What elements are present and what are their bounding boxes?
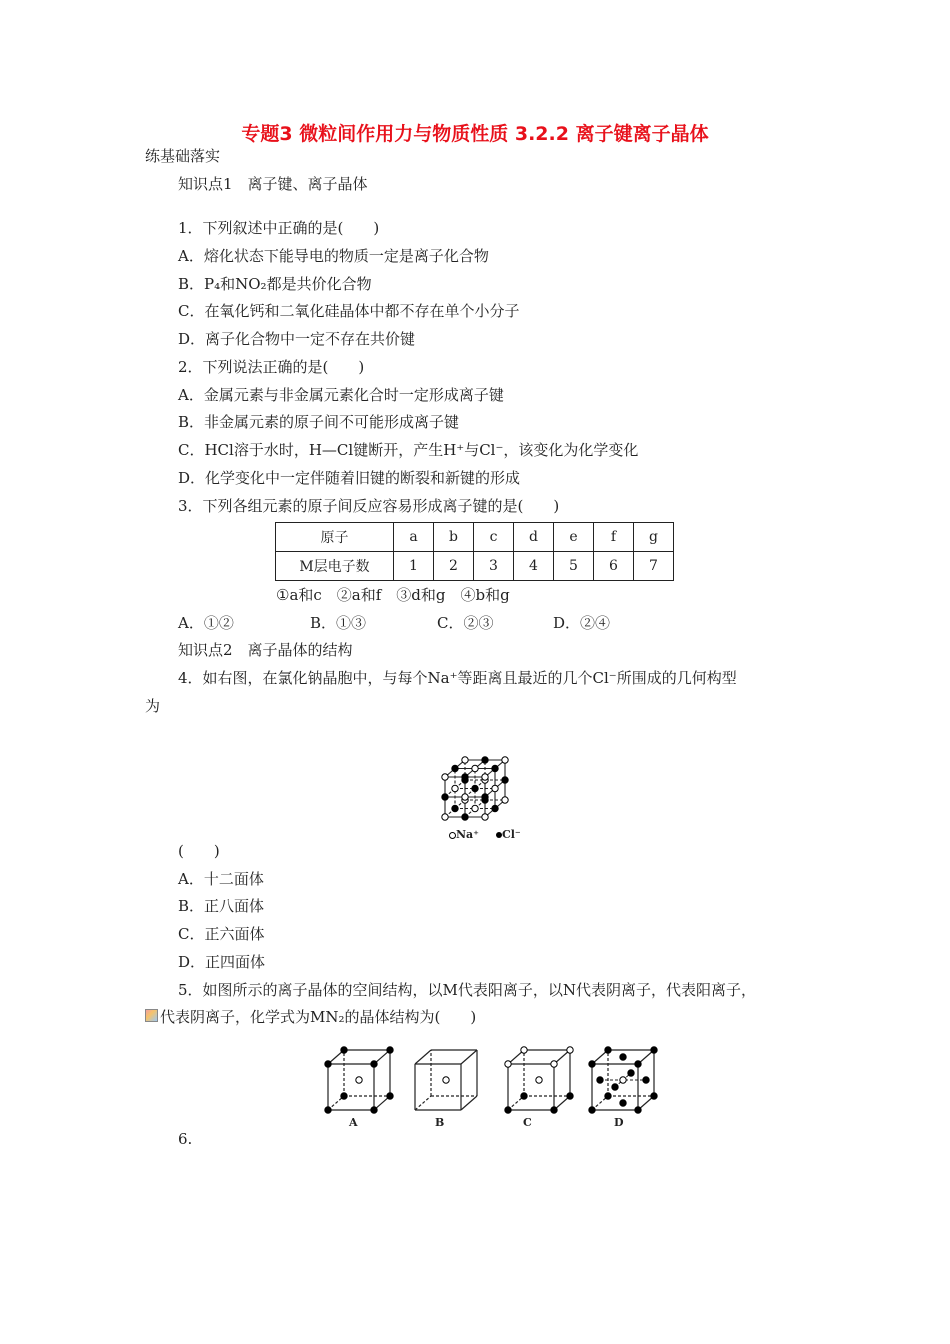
figure-label-b: B bbox=[435, 1116, 445, 1129]
cation-dot bbox=[505, 1061, 511, 1067]
na-ion bbox=[472, 765, 478, 771]
cl-ion bbox=[482, 794, 488, 800]
open-circle-icon bbox=[449, 832, 456, 839]
anion-dot bbox=[325, 1061, 331, 1067]
anion-dot bbox=[605, 1047, 611, 1053]
na-ion bbox=[492, 785, 498, 791]
q1-stem: 1．下列叙述中正确的是( ) bbox=[178, 219, 380, 237]
q1-option-c: C．在氧化钙和二氧化硅晶体中都不存在单个小分子 bbox=[178, 302, 520, 320]
cell-figure-b bbox=[411, 1038, 481, 1118]
q4-answer-blank: ( ) bbox=[178, 842, 220, 860]
q1-option-b: B．P₄和NO₂都是共价化合物 bbox=[178, 275, 372, 293]
cl-ion bbox=[452, 805, 458, 811]
table-cell: a bbox=[394, 523, 434, 552]
na-ion bbox=[472, 805, 478, 811]
table-cell: 2 bbox=[434, 552, 474, 581]
anion-dot bbox=[589, 1107, 595, 1113]
na-ion bbox=[482, 774, 488, 780]
cell-edge bbox=[461, 1096, 477, 1110]
cell-edge bbox=[461, 1050, 477, 1064]
q5-stem-line1: 5．如图所示的离子晶体的空间结构，以M代表阳离子，以N代表阴离子，代表阳离子， bbox=[178, 981, 757, 999]
cation-dot bbox=[551, 1061, 557, 1067]
anion-dot bbox=[325, 1107, 331, 1113]
na-ion bbox=[462, 757, 468, 763]
cation-dot bbox=[567, 1047, 573, 1053]
anion-dot bbox=[628, 1070, 634, 1076]
q3-choice-a: A．①② bbox=[178, 614, 234, 632]
cl-ion bbox=[442, 794, 448, 800]
anion-dot bbox=[651, 1047, 657, 1053]
table-cell: 原子 bbox=[276, 523, 394, 552]
anion-dot bbox=[387, 1093, 393, 1099]
cl-ion bbox=[492, 765, 498, 771]
anion-dot bbox=[551, 1107, 557, 1113]
table-cell: e bbox=[554, 523, 594, 552]
knowledge-point-1: 知识点1 离子键、离子晶体 bbox=[178, 175, 368, 193]
na-ion bbox=[462, 794, 468, 800]
anion-dot bbox=[651, 1093, 657, 1099]
table-cell: b bbox=[434, 523, 474, 552]
table-cell: 3 bbox=[474, 552, 514, 581]
q3-stem: 3．下列各组元素的原子间反应容易形成离子键的是( ) bbox=[178, 497, 560, 515]
table-cell: d bbox=[514, 523, 554, 552]
cation-dot bbox=[356, 1077, 362, 1083]
table-cell: 4 bbox=[514, 552, 554, 581]
q1-option-d: D．离子化合物中一定不存在共价键 bbox=[178, 330, 416, 348]
q4-stem-line2: 为 bbox=[145, 697, 161, 715]
q4-option-b: B．正八面体 bbox=[178, 897, 265, 915]
table-cell: 5 bbox=[554, 552, 594, 581]
anion-dot bbox=[371, 1061, 377, 1067]
q2-option-a: A．金属元素与非金属元素化合时一定形成离子键 bbox=[178, 386, 504, 404]
anion-dot bbox=[341, 1047, 347, 1053]
anion-dot bbox=[597, 1077, 603, 1083]
legend-cl: Cl⁻ bbox=[496, 828, 521, 841]
na-ion bbox=[502, 757, 508, 763]
anion-dot bbox=[620, 1100, 626, 1106]
cation-dot bbox=[443, 1077, 449, 1083]
anion-dot bbox=[643, 1077, 649, 1083]
q1-option-a: A．熔化状态下能导电的物质一定是离子化合物 bbox=[178, 247, 489, 265]
cl-ion bbox=[462, 814, 468, 820]
cell-edge bbox=[415, 1096, 431, 1110]
anion-dot bbox=[505, 1107, 511, 1113]
q4-stem-line1: 4．如右图，在氯化钠晶胞中，与每个Na⁺等距离且最近的几个Cl⁻所围成的几何构型 bbox=[178, 669, 737, 687]
cation-dot bbox=[521, 1047, 527, 1053]
na-ion bbox=[452, 785, 458, 791]
anion-dot bbox=[387, 1047, 393, 1053]
anion-dot bbox=[635, 1107, 641, 1113]
q2-option-c: C．HCl溶于水时，H—Cl键断开，产生H⁺与Cl⁻，该变化为化学变化 bbox=[178, 441, 639, 459]
anion-dot bbox=[620, 1054, 626, 1060]
cation-dot bbox=[536, 1077, 542, 1083]
anion-dot bbox=[371, 1107, 377, 1113]
table-cell: M层电子数 bbox=[276, 552, 394, 581]
cell-figure-d bbox=[588, 1038, 658, 1118]
q4-option-a: A．十二面体 bbox=[178, 870, 264, 888]
table-cell: c bbox=[474, 523, 514, 552]
table-row bbox=[276, 552, 674, 581]
table-row bbox=[276, 523, 674, 552]
cell-figure-c bbox=[504, 1038, 574, 1118]
anion-dot bbox=[612, 1084, 618, 1090]
table-cell: f bbox=[594, 523, 634, 552]
figure-label-c: C bbox=[523, 1116, 532, 1129]
q3-choice-b: B．①③ bbox=[310, 614, 367, 632]
cl-ion bbox=[502, 777, 508, 783]
q3-choice-d: D．②④ bbox=[553, 614, 611, 632]
anion-dot bbox=[341, 1093, 347, 1099]
figure-label-d: D bbox=[614, 1116, 624, 1129]
q3-pairs: ①a和c ②a和f ③d和g ④b和g bbox=[276, 586, 510, 604]
table-cell: 6 bbox=[594, 552, 634, 581]
na-ion bbox=[502, 797, 508, 803]
anion-dot bbox=[567, 1093, 573, 1099]
na-ion bbox=[482, 814, 488, 820]
na-ion bbox=[442, 814, 448, 820]
q2-option-d: D．化学变化中一定伴随着旧键的断裂和新键的形成 bbox=[178, 469, 521, 487]
table-cell: 1 bbox=[394, 552, 434, 581]
broken-image-icon bbox=[145, 1009, 158, 1022]
anion-dot bbox=[521, 1093, 527, 1099]
cell-edge bbox=[415, 1050, 431, 1064]
q2-stem: 2．下列说法正确的是( ) bbox=[178, 358, 365, 376]
q4-option-d: D．正四面体 bbox=[178, 953, 266, 971]
na-ion bbox=[442, 774, 448, 780]
q5-stem-line2: 代表阴离子，化学式为MN₂的晶体结构为( ) bbox=[160, 1008, 477, 1026]
cl-ion bbox=[482, 757, 488, 763]
cell-figure-a bbox=[324, 1038, 394, 1118]
figure-label-a: A bbox=[349, 1116, 358, 1129]
electron-table bbox=[275, 522, 674, 581]
cl-ion bbox=[472, 785, 478, 791]
anion-dot bbox=[589, 1061, 595, 1067]
legend-na: Na⁺ bbox=[449, 828, 479, 841]
cation-dot bbox=[620, 1077, 626, 1083]
page-title: 专题3 微粒间作用力与物质性质 3.2.2 离子键离子晶体 bbox=[241, 123, 709, 145]
q6-number: 6. bbox=[178, 1130, 193, 1148]
section-heading: 练基础落实 bbox=[145, 147, 221, 165]
table-cell: g bbox=[634, 523, 674, 552]
q2-option-b: B．非金属元素的原子间不可能形成离子键 bbox=[178, 413, 460, 431]
cl-ion bbox=[452, 765, 458, 771]
q4-option-c: C．正六面体 bbox=[178, 925, 265, 943]
q3-choice-c: C．②③ bbox=[437, 614, 494, 632]
anion-dot bbox=[605, 1093, 611, 1099]
table-cell: 7 bbox=[634, 552, 674, 581]
cl-ion bbox=[462, 774, 468, 780]
cl-ion bbox=[492, 805, 498, 811]
anion-dot bbox=[635, 1061, 641, 1067]
knowledge-point-2: 知识点2 离子晶体的结构 bbox=[178, 641, 353, 659]
